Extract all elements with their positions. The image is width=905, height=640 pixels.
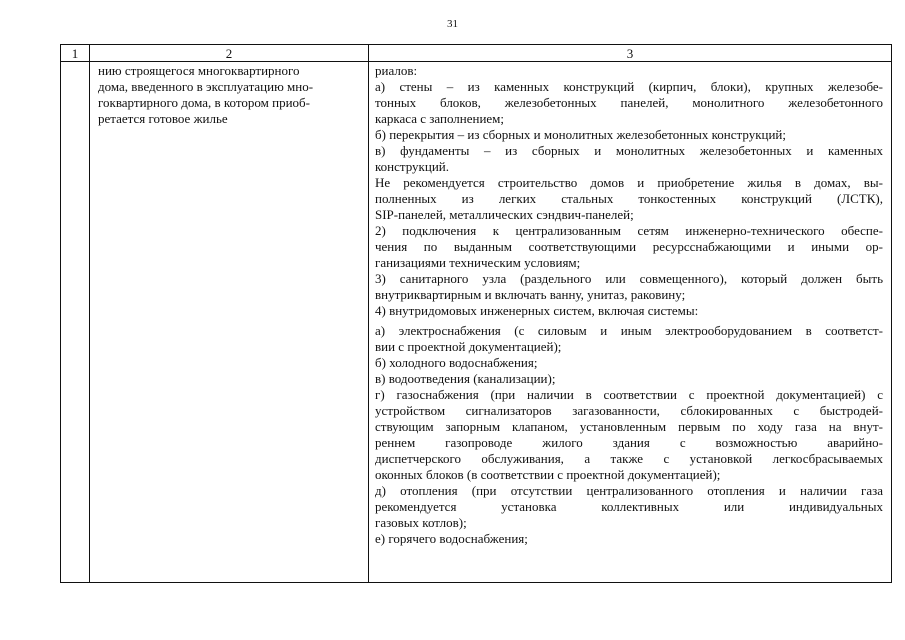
column-3-line: е) горячего водоснабжения; [375, 531, 528, 546]
page-number: 31 [447, 18, 458, 30]
column-3-line: ганизациями техническим условиям; [375, 255, 581, 270]
column-3-line: ствующим запорным клапаном, установленным первым по ходу газа на внут- [375, 419, 883, 434]
column-3-text [369, 62, 891, 547]
column-3-line: Не рекомендуется строительство домов и приобретение жилья в домах, вы- [375, 175, 883, 190]
column-3-line: диспетчерского обслуживания, а также с установкой легкосбрасываемых [375, 451, 883, 466]
column-3-line: газовых котлов); [375, 515, 467, 530]
column-3-line: д) отопления (при отсутствии централизованного отопления и наличии газа [375, 483, 883, 498]
column-3-line: б) перекрытия – из сборных и монолитных железобетонных конструкций; [375, 127, 786, 142]
column-3-line: конструкций. [375, 159, 449, 174]
column-3-line: в) водоотведения (канализации); [375, 371, 556, 386]
column-3-line: полненных из легких стальных тонкостенных конструкций (ЛСТК), [375, 191, 883, 206]
column-2-line: нию строящегося многоквартирного [98, 63, 300, 78]
column-header-1: 1 [61, 45, 90, 62]
column-2-text [90, 62, 368, 127]
column-header-3: 3 [369, 45, 892, 62]
column-2-line: гоквартирного дома, в котором приоб- [98, 95, 310, 110]
document-table [60, 44, 892, 583]
column-3-line: устройством сигнализаторов загазованности, сблокированных с быстродей- [375, 403, 883, 418]
cell-column-3 [369, 62, 892, 583]
column-3-line: а) стены – из каменных конструкций (кирпич, блоки), крупных железобе- [375, 79, 883, 94]
column-3-line: чения по выданным соответствующими ресурсснабжающими и иными ор- [375, 239, 883, 254]
column-3-line: б) холодного водоснабжения; [375, 355, 538, 370]
column-3-line: внутриквартирным и включать ванну, унитаз, раковину; [375, 287, 686, 302]
column-3-line: в) фундаменты – из сборных и монолитных железобетонных и каменных [375, 143, 883, 158]
column-2-line: ретается готовое жилье [98, 111, 228, 126]
column-3-line: 3) санитарного узла (раздельного или совмещенного), который должен быть [375, 271, 883, 286]
column-header-2: 2 [90, 45, 369, 62]
column-3-line: г) газоснабжения (при наличии в соответствии с проектной документацией) с [375, 387, 883, 402]
table-header-row [61, 45, 892, 62]
column-3-line: реннем газопроводе жилого здания с возможностью аварийно- [375, 435, 883, 450]
column-3-line: риалов: [375, 63, 418, 78]
column-3-line: SIP-панелей, металлических сэндвич-панелей; [375, 207, 634, 222]
column-3-line: а) электроснабжения (с силовым и иным электрооборудованием в соответст- [375, 323, 883, 338]
cell-column-2 [90, 62, 369, 583]
table-row [61, 62, 892, 583]
column-3-line: тонных блоков, железобетонных панелей, монолитного железобетонного [375, 95, 883, 110]
column-3-line: рекомендуется установка коллективных или индивидуальных [375, 499, 883, 514]
column-3-line: 2) подключения к централизованным сетям инженерно-технического обеспе- [375, 223, 883, 238]
column-3-line: вии с проектной документацией); [375, 339, 562, 354]
column-2-line: дома, введенного в эксплуатацию мно- [98, 79, 314, 94]
column-3-line: 4) внутридомовых инженерных систем, включая системы: [375, 303, 699, 318]
cell-column-1 [61, 62, 90, 583]
column-3-line: оконных блоков (в соответствии с проектной документацией); [375, 467, 721, 482]
column-3-line: каркаса с заполнением; [375, 111, 505, 126]
